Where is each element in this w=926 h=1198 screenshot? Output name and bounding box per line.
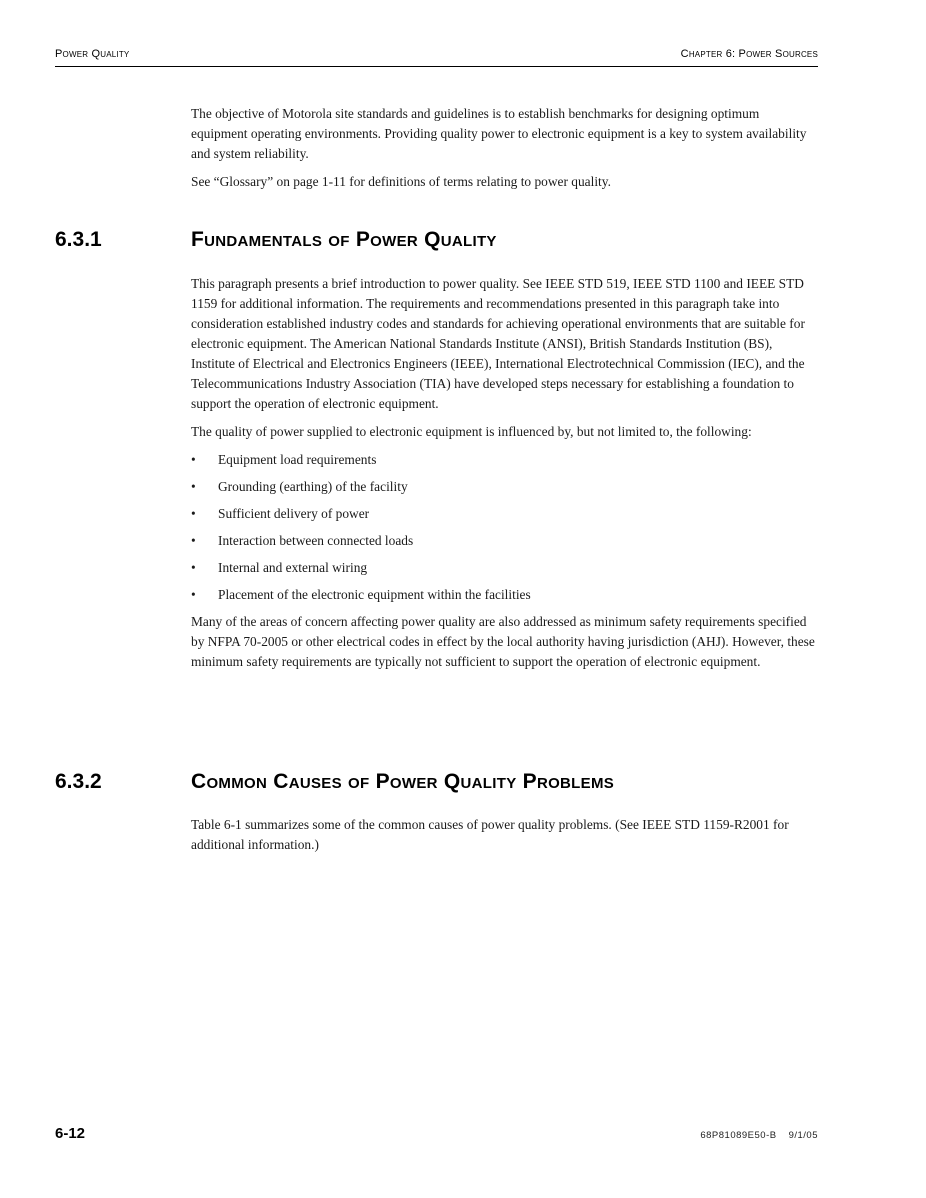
section-2-body (191, 815, 819, 863)
section-title-common-causes: Common Causes of Power Quality Problems (191, 770, 615, 793)
section-1-paragraph-1: This paragraph presents a brief introduction to power quality. See IEEE STD 519, IEEE STD 1100 and IEEE STD 1159 for additional information. The requirements and recommendations presented in this paragraph take into consideration established industry codes and standards for achieving operational environments that are suitable for electronic equipment. The American National Standards Institute (ANSI), British Standards Institution (BS), Institute of Electrical and Electronics Engineers (IEEE), International Electrotechnical Commission (IEC), and the Telecommunications Industry Association (TIA) have developed steps necessary for establishing a foundation to support the operation of electronic equipment. (191, 276, 805, 411)
bullet-icon: • (191, 506, 196, 521)
section-1-paragraph-3: Many of the areas of concern affecting power quality are also addressed as minimum safety requirements specified by NFPA 70-2005 or other electrical codes in effect by the local authority having jurisdiction (AHJ). However, these minimum safety requirements are typically not sufficient to support the operation of electronic equipment. (191, 614, 815, 669)
document-id (700, 1130, 818, 1141)
intro-block (191, 104, 819, 200)
section-number-6-3-1: 6.3.1 (55, 228, 102, 251)
bullet-icon: • (191, 587, 196, 602)
document-date: 9/1/05 (788, 1130, 818, 1141)
page-number: 6-12 (55, 1125, 86, 1142)
list-item: • Equipment load requirements (191, 450, 819, 470)
header-right-chapter: Chapter 6: Power Sources (680, 48, 818, 60)
list-item: • Interaction between connected loads (191, 531, 819, 551)
list-item: • Grounding (earthing) of the facility (191, 477, 819, 497)
header-left-title: Power Quality (55, 48, 130, 60)
section-2-paragraph-1: Table 6-1 summarizes some of the common causes of power quality problems. (See IEEE STD 1159-R2001 for additional information.) (191, 817, 789, 852)
influence-factor-list (191, 450, 819, 605)
bullet-icon: • (191, 560, 196, 575)
list-item: • Internal and external wiring (191, 558, 819, 578)
intro-paragraph-2: See “Glossary” on page 1-11 for definitions of terms relating to power quality. (191, 174, 611, 189)
section-1-body (191, 274, 819, 680)
bullet-icon: • (191, 533, 196, 548)
intro-paragraph-1: The objective of Motorola site standards and guidelines is to establish benchmarks for designing optimum equipment operating environments. Providing quality power to electronic equipment is a key to system availability and system reliability. (191, 106, 807, 161)
section-number-6-3-2: 6.3.2 (55, 770, 102, 793)
bullet-icon: • (191, 479, 196, 494)
list-item: • Sufficient delivery of power (191, 504, 819, 524)
running-header (55, 48, 818, 67)
list-item: • Placement of the electronic equipment within the facilities (191, 585, 819, 605)
section-1-paragraph-2: The quality of power supplied to electronic equipment is influenced by, but not limited to, the following: (191, 424, 752, 439)
document-number: 68P81089E50-B (700, 1130, 777, 1141)
section-title-fundamentals: Fundamentals of Power Quality (191, 228, 497, 251)
bullet-icon: • (191, 452, 196, 467)
